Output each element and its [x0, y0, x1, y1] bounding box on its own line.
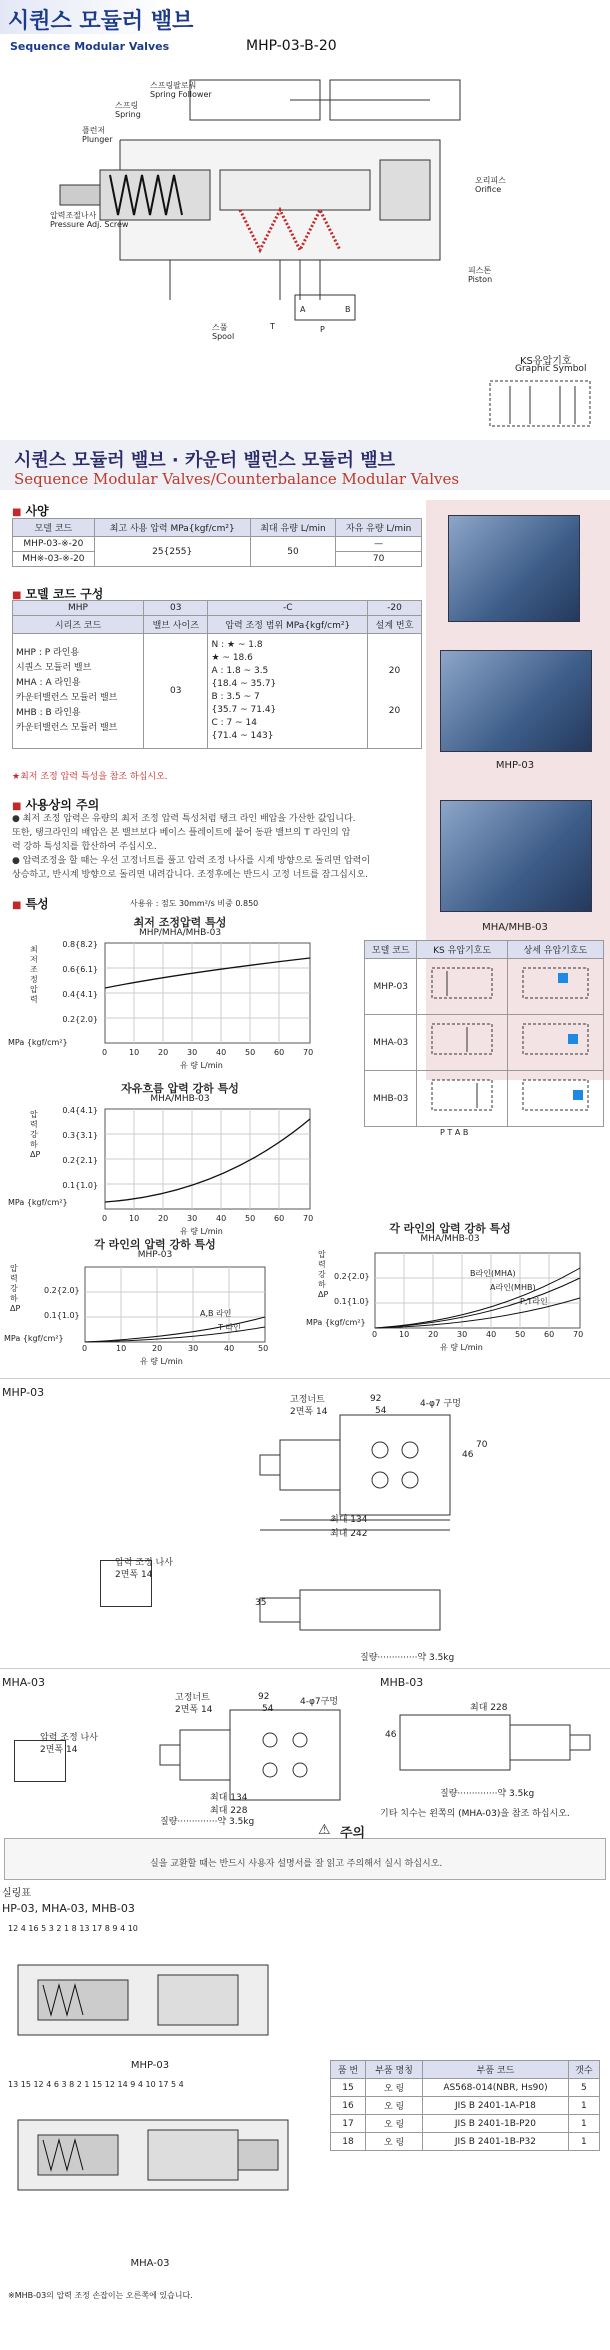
caution-title: 주의	[340, 1826, 366, 1841]
graph1-yunit: MPa {kgf/cm²}	[8, 1038, 68, 1047]
sym-header: 모델 코드	[365, 941, 417, 959]
graph3-curve-label: A,B 라인	[200, 1309, 232, 1318]
part-number: 10	[127, 1924, 138, 1933]
graph4-xtick: 10	[399, 1330, 410, 1339]
label-orifice: 오리피스	[475, 176, 506, 185]
mhb-weight: 질량··············약 3.5kg	[440, 1789, 535, 1799]
mc-top: -C	[208, 601, 368, 616]
mc-header: 시리즈 코드	[13, 616, 144, 634]
mc-top: -20	[368, 601, 422, 616]
part-number: 8	[71, 1924, 77, 1933]
graph4-xtick: 40	[486, 1330, 497, 1339]
graph1-xtick: 20	[158, 1048, 169, 1057]
mhp-section-caption: MHP-03	[130, 2060, 170, 2071]
part-number: 2	[76, 2080, 82, 2089]
part-number: 5	[41, 1924, 47, 1933]
mc-top: MHP	[13, 601, 144, 616]
mc-range: A : 1.8 ~ 3.5	[211, 666, 269, 676]
sealing-footnote: ※MHB-03의 압력 조정 손잡이는 오른쪽에 있습니다.	[8, 2291, 193, 2300]
spec-cell: 70	[336, 552, 422, 567]
mc-range: {71.4 ~ 143}	[211, 731, 274, 741]
graph4-xtick: 20	[428, 1330, 439, 1339]
mhp-part-numbers	[8, 1924, 278, 1938]
graph1-xticks	[100, 1048, 320, 1060]
mhp-d46: 46	[462, 1450, 474, 1460]
mhp-adj-width: 2면폭 14	[115, 1570, 153, 1580]
caution-use-body	[12, 812, 432, 882]
graph2-xtick: 70	[303, 1214, 314, 1223]
graph2-ytick: 0.1{1.0}	[62, 1181, 98, 1190]
graph4-ytick: 0.1{1.0}	[334, 1297, 370, 1306]
mhp-d54: 54	[375, 1406, 387, 1416]
part-number: 8	[104, 1924, 110, 1933]
characteristics-heading: ■ 특성	[12, 895, 49, 912]
part-number: 16	[28, 1924, 39, 1933]
model-code-heading: ■ 모델 코드 구성	[12, 585, 103, 602]
part-number: 8	[69, 2080, 75, 2089]
graph2-xlabel: 유 량 L/min	[180, 1227, 223, 1236]
spec-header-flow: 최대 유량 L/min	[250, 519, 336, 537]
mc-series: MHB : B 라인용	[16, 708, 81, 718]
label-spring-follower: 스프링팔로워	[150, 81, 197, 90]
mhp-d70: 70	[476, 1440, 488, 1450]
parts-cell: 오 링	[365, 2097, 422, 2115]
graph3-subtitle: MHP-03	[137, 1250, 173, 1260]
label-plunger-en: Plunger	[82, 135, 113, 144]
graph1-ylabel: 최저조정압력	[30, 945, 38, 1004]
label-spool: 스풀	[212, 323, 228, 332]
mhp-nut-label: 고정너트	[290, 1395, 325, 1405]
page-subtitle: Sequence Modular Valves	[10, 40, 170, 53]
port-p: P	[440, 1128, 445, 1137]
graph4-xtick: 0	[372, 1330, 378, 1339]
detail-symbol-mhp	[518, 963, 593, 1008]
graph2-subtitle: MHA/MHB-03	[150, 1094, 210, 1104]
parts-cell: 오 링	[365, 2115, 422, 2133]
sym-row-model: MHP-03	[365, 959, 417, 1015]
detail-symbol-mha	[518, 1019, 593, 1064]
mhp-side-view	[240, 1580, 470, 1640]
characteristics-conditions: 사용유 : 점도 30mm²/s 비중 0.850	[130, 899, 259, 908]
parts-cell: AS568-014(NBR, Hs90)	[423, 2079, 568, 2097]
mhb-max228: 최대 228	[470, 1703, 508, 1713]
table-row	[331, 2097, 600, 2115]
product-photo-top	[448, 515, 580, 622]
graph1-title: 최저 조정압력 특성	[133, 916, 227, 929]
part-number: 10	[145, 2080, 156, 2089]
sealing-heading: 실링표	[2, 1888, 31, 1899]
graph3-ytick: 0.1{1.0}	[44, 1311, 80, 1320]
detail-symbol-mhb	[518, 1075, 593, 1120]
mha-dims-label: MHA-03	[2, 1676, 46, 1689]
product-photo-mhp	[440, 650, 592, 752]
spec-cell: —	[336, 537, 422, 552]
graph3-xtick: 50	[258, 1344, 269, 1353]
mc-header: 설계 번호	[368, 616, 422, 634]
label-port-a: A	[300, 305, 306, 314]
parts-header: 갯수	[568, 2061, 599, 2079]
graph3-plot	[80, 1262, 270, 1347]
mha-max228: 최대 228	[210, 1806, 248, 1816]
mc-series: 카운터밸런스 모듈러 밸브	[16, 693, 118, 703]
spec-header-pressure: 최고 사용 압력 MPa{kgf/cm²}	[94, 519, 250, 537]
sealing-models: HP-03, MHA-03, MHB-03	[2, 1902, 135, 1915]
caution-use-item: 상승하고, 반시계 방향으로 돌리면 내려갑니다. 조정후에는 반드시 고정 너트를 잠그십시오.	[12, 870, 369, 880]
graph4-xtick: 70	[573, 1330, 584, 1339]
cutaway-drawing	[0, 60, 610, 330]
parts-cell: 오 링	[365, 2133, 422, 2151]
graph4-xtick: 30	[457, 1330, 468, 1339]
graph4-yunit: MPa {kgf/cm²}	[306, 1318, 366, 1327]
mc-footnote: ★최저 조정 압력 특성을 참조 하십시오.	[12, 772, 168, 782]
caution-text: 실을 교환할 때는 반드시 사용자 설명서를 잘 읽고 주의해서 실시 하십시오.	[150, 1859, 443, 1869]
mc-design: 20	[388, 706, 401, 716]
mha-weight: 질량··············약 3.5kg	[160, 1817, 255, 1827]
graph4-xtick: 50	[515, 1330, 526, 1339]
mc-series: MHP : P 라인용	[16, 648, 80, 658]
graph3-xtick: 0	[82, 1344, 88, 1353]
caution-use-item: 또한, 탱크라인의 배압은 본 밸브보다 베이스 플레이트에 붙어 동판 밸브의 T 라인의 압	[12, 828, 351, 838]
graphic-symbol	[480, 376, 600, 436]
graph1-xtick: 60	[274, 1048, 285, 1057]
mc-range: N : ★ ~ 1.8	[211, 640, 263, 650]
mc-range: {18.4 ~ 35.7}	[211, 679, 277, 689]
graph3-xtick: 20	[152, 1344, 163, 1353]
graph2-ylabel: 압력강하 ΔP	[30, 1110, 41, 1159]
graph4-curve-label: B라인(MHA)	[470, 1269, 516, 1278]
parts-cell: JIS B 2401-1B-P20	[423, 2115, 568, 2133]
mc-header: 압력 조정 범위 MPa{kgf/cm²}	[208, 616, 368, 634]
photo-caption-mha: MHA/MHB-03	[482, 922, 548, 933]
parts-cell: 1	[568, 2097, 599, 2115]
graph1-xtick: 40	[216, 1048, 227, 1057]
spec-cell: 25{255}	[94, 537, 250, 567]
caution-use-item: ● 최저 조정 압력은 유량의 최저 조정 압력 특성처럼 탱크 라인 배압을 가산한 값입니다.	[12, 814, 356, 824]
graph1-plot	[100, 938, 315, 1053]
label-piston: 피스톤	[468, 266, 492, 275]
model-code: MHP-03-B-20	[246, 38, 337, 54]
spec-heading: ■ 사양	[12, 502, 49, 519]
part-number: 2	[56, 1924, 62, 1933]
parts-cell: 1	[568, 2133, 599, 2151]
graph4-curve-label: P,T라인	[520, 1297, 548, 1306]
graph3-xlabel: 유 량 L/min	[140, 1357, 183, 1366]
part-number: 4	[46, 2080, 52, 2089]
graphic-symbol-subtitle: Graphic Symbol	[515, 364, 587, 374]
mha-d54: 54	[262, 1704, 274, 1714]
warning-icon: ⚠	[318, 1822, 331, 1838]
part-number: 13	[79, 1924, 90, 1933]
graph4-subtitle: MHA/MHB-03	[420, 1234, 480, 1244]
ks-symbol-mhb	[427, 1075, 497, 1120]
mhp-max134: 최대 134	[330, 1515, 368, 1525]
graph3-ytick: 0.2{2.0}	[44, 1286, 80, 1295]
caution-use-heading: ■ 사용상의 주의	[12, 796, 99, 813]
label-piston-en: Piston	[468, 275, 493, 284]
part-number: 12	[33, 2080, 44, 2089]
symbols-table	[364, 940, 604, 1127]
graph2-xticks	[100, 1214, 320, 1226]
port-b: B	[462, 1128, 469, 1137]
mc-range: {35.7 ~ 71.4}	[211, 705, 277, 715]
graph4-curve-label: A라인(MHB)	[490, 1283, 536, 1292]
graph2-ytick: 0.3{3.1}	[62, 1131, 98, 1140]
mha-section-caption: MHA-03	[130, 2258, 170, 2269]
part-number: 4	[178, 2080, 184, 2089]
section-title-en: Sequence Modular Valves/Counterbalance Modular Valves	[14, 470, 460, 488]
parts-cell: 15	[331, 2079, 366, 2097]
mha-adj-label: 압력 조정 나사	[40, 1733, 98, 1743]
spec-header-free-flow: 자유 유량 L/min	[336, 519, 422, 537]
sym-header: KS 유압기호도	[417, 941, 507, 959]
graph1-ytick: 0.2{2.0}	[62, 1015, 98, 1024]
mhb-d46: 46	[385, 1730, 397, 1740]
table-row	[331, 2079, 600, 2097]
product-photo-mha	[440, 800, 592, 912]
parts-cell: 18	[331, 2133, 366, 2151]
graph1-xlabel: 유 량 L/min	[180, 1061, 223, 1070]
part-number: 15	[20, 2080, 31, 2089]
part-number: 15	[92, 2080, 103, 2089]
spec-table	[12, 518, 422, 567]
parts-header: 품 번	[331, 2061, 366, 2079]
graph1-xtick: 50	[245, 1048, 256, 1057]
graph2-xtick: 40	[216, 1214, 227, 1223]
part-number: 4	[120, 1924, 126, 1933]
mc-range: C : 7 ~ 14	[211, 718, 257, 728]
label-spool-en: Spool	[212, 332, 235, 341]
graph4-title: 각 라인의 압력 강하 특성	[389, 1222, 511, 1235]
mc-series: MHA : A 라인용	[16, 678, 81, 688]
graph2-xtick: 20	[158, 1214, 169, 1223]
spec-cell: 50	[250, 537, 336, 567]
part-number: 9	[112, 1924, 118, 1933]
label-adj-screw-en: Pressure Adj. Screw	[50, 220, 129, 229]
parts-cell: 17	[331, 2115, 366, 2133]
mha-d92: 92	[258, 1692, 270, 1702]
mhp-adj-label: 압력 조정 나사	[115, 1558, 173, 1568]
mhp-nut-width: 2면폭 14	[290, 1407, 328, 1417]
sym-header: 상세 유압기호도	[507, 941, 603, 959]
mhp-d35: 35	[255, 1598, 267, 1608]
mha-section-drawing	[8, 2100, 298, 2210]
label-orifice-en: Orifice	[475, 185, 502, 194]
graph1-xtick: 10	[129, 1048, 140, 1057]
graph2-ytick: 0.4{4.1}	[62, 1106, 98, 1115]
part-number: 4	[20, 1924, 26, 1933]
graph2-yunit: MPa {kgf/cm²}	[8, 1198, 68, 1207]
graph4-xtick: 60	[544, 1330, 555, 1339]
part-number: 5	[171, 2080, 177, 2089]
port-t: T	[447, 1128, 453, 1137]
label-spring-en: Spring	[115, 110, 141, 119]
spec-cell: MH※-03-※-20	[13, 552, 95, 567]
mhp-weight: 질량··············약 3.5kg	[360, 1653, 455, 1663]
part-number: 14	[117, 2080, 128, 2089]
mhp-holes: 4-φ7 구멍	[420, 1399, 461, 1409]
label-port-t: T	[270, 322, 275, 331]
graph4-xticks	[370, 1330, 590, 1342]
graph1-ytick: 0.8{8.2}	[62, 940, 98, 949]
graph2-xtick: 10	[129, 1214, 140, 1223]
graph2-ytick: 0.2{2.1}	[62, 1156, 98, 1165]
symbol-port-labels	[440, 1128, 468, 1137]
mhp-dims-label: MHP-03	[2, 1386, 45, 1399]
part-number: 12	[104, 2080, 115, 2089]
spec-cell: MHP-03-※-20	[13, 537, 95, 552]
divider	[0, 1378, 610, 1379]
part-number: 13	[8, 2080, 19, 2089]
graph4-xlabel: 유 량 L/min	[440, 1343, 483, 1352]
parts-table	[330, 2060, 600, 2151]
part-number: 3	[61, 2080, 67, 2089]
label-plunger: 플런저	[82, 126, 106, 135]
mc-range: B : 3.5 ~ 7	[211, 692, 260, 702]
port-a: A	[454, 1128, 461, 1137]
graph2-xtick: 30	[187, 1214, 198, 1223]
table-row	[331, 2133, 600, 2151]
mha-nut-width: 2면폭 14	[175, 1705, 213, 1715]
graph4-ytick: 0.2{2.0}	[334, 1272, 370, 1281]
part-number: 1	[84, 2080, 90, 2089]
graph2-xtick: 0	[102, 1214, 108, 1223]
label-spring: 스프링	[115, 101, 139, 110]
mc-header: 밸브 사이즈	[144, 616, 208, 634]
parts-cell: 1	[568, 2115, 599, 2133]
parts-cell: 16	[331, 2097, 366, 2115]
mc-design: 20	[388, 666, 401, 676]
graph3-ylabel: 압력강하 ΔP	[10, 1264, 21, 1313]
mhp-max242: 최대 242	[330, 1529, 368, 1539]
graph3-curve-label: T 라인	[218, 1323, 241, 1332]
mhp-section-drawing	[8, 1945, 278, 2055]
mha-max134: 최대 134	[210, 1793, 248, 1803]
graph1-xtick: 70	[303, 1048, 314, 1057]
parts-header: 부품 명칭	[365, 2061, 422, 2079]
graph3-xtick: 40	[224, 1344, 235, 1353]
caution-use-item: 력 강하 특성치를 합산하여 주십시오.	[12, 842, 157, 852]
graph3-xtick: 10	[116, 1344, 127, 1353]
mc-series: 카운터밸런스 모듈러 밸브	[16, 723, 118, 733]
graphic-symbol-title: KS유압기호	[520, 356, 572, 367]
photo-caption-mhp: MHP-03	[495, 760, 535, 771]
mha-nut-label: 고정너트	[175, 1693, 210, 1703]
mhb-note: 기타 치수는 왼쪽의 (MHA-03)을 참조 하십시오.	[380, 1809, 570, 1819]
part-number: 12	[8, 1924, 19, 1933]
label-port-b: B	[345, 305, 351, 314]
graph2-title: 자유흐름 압력 강하 특성	[121, 1082, 239, 1095]
graph3-title: 각 라인의 압력 강하 특성	[94, 1238, 216, 1251]
graph1-ytick: 0.4{4.1}	[62, 990, 98, 999]
graph4-plot	[370, 1248, 585, 1333]
spec-header-model: 모델 코드	[13, 519, 95, 537]
sym-row-model: MHB-03	[365, 1071, 417, 1127]
graph2-xtick: 50	[245, 1214, 256, 1223]
graph1-xtick: 30	[187, 1048, 198, 1057]
part-number: 4	[137, 2080, 143, 2089]
parts-cell: 오 링	[365, 2079, 422, 2097]
mc-range: ★ ~ 18.6	[211, 653, 253, 663]
mc-top: 03	[144, 601, 208, 616]
part-number: 6	[53, 2080, 59, 2089]
label-port-p: P	[320, 325, 325, 334]
part-number: 17	[158, 2080, 169, 2089]
sym-row-model: MHA-03	[365, 1015, 417, 1071]
graph2-plot	[100, 1104, 315, 1219]
divider	[0, 1668, 610, 1669]
graph3-xtick: 30	[188, 1344, 199, 1353]
table-row	[331, 2115, 600, 2133]
parts-header: 부품 코드	[423, 2061, 568, 2079]
model-code-table	[12, 600, 422, 749]
parts-cell: JIS B 2401-1A-P18	[423, 2097, 568, 2115]
graph1-xtick: 0	[102, 1048, 108, 1057]
section-title: 시퀀스 모듈러 밸브 · 카운터 밸런스 모듈러 밸브	[14, 450, 396, 471]
graph2-xtick: 60	[274, 1214, 285, 1223]
graph1-subtitle: MHP/MHA/MHB-03	[138, 928, 222, 938]
part-number: 3	[48, 1924, 54, 1933]
mc-series: 시퀀스 모듈러 밸브	[16, 663, 92, 673]
graph3-xticks	[80, 1344, 280, 1356]
page-title: 시퀀스 모듈러 밸브	[8, 9, 194, 34]
mhb-dims-label: MHB-03	[380, 1676, 424, 1689]
caution-use-item: ● 압력조정을 할 때는 우선 고정너트를 풀고 압력 조정 나사를 시계 방향으로 돌리면 압력이	[12, 856, 371, 866]
graph4-ylabel: 압력강하 ΔP	[318, 1250, 329, 1299]
part-number: 9	[130, 2080, 136, 2089]
mc-size: 03	[144, 634, 208, 749]
mha-adj-width: 2면폭 14	[40, 1745, 78, 1755]
graph3-yunit: MPa {kgf/cm²}	[4, 1334, 64, 1343]
part-number: 17	[92, 1924, 103, 1933]
mhp-d92: 92	[370, 1394, 382, 1404]
part-number: 1	[64, 1924, 70, 1933]
graph1-ytick: 0.6{6.1}	[62, 965, 98, 974]
mha-holes: 4-φ7구멍	[300, 1697, 339, 1707]
label-spring-follower-en: Spring Follower	[150, 90, 212, 99]
mha-part-numbers	[8, 2080, 308, 2094]
parts-cell: 5	[568, 2079, 599, 2097]
ks-symbol-mha	[427, 1019, 497, 1064]
label-adj-screw: 압력조절나사	[50, 211, 97, 220]
ks-symbol-mhp	[427, 963, 497, 1008]
parts-cell: JIS B 2401-1B-P32	[423, 2133, 568, 2151]
